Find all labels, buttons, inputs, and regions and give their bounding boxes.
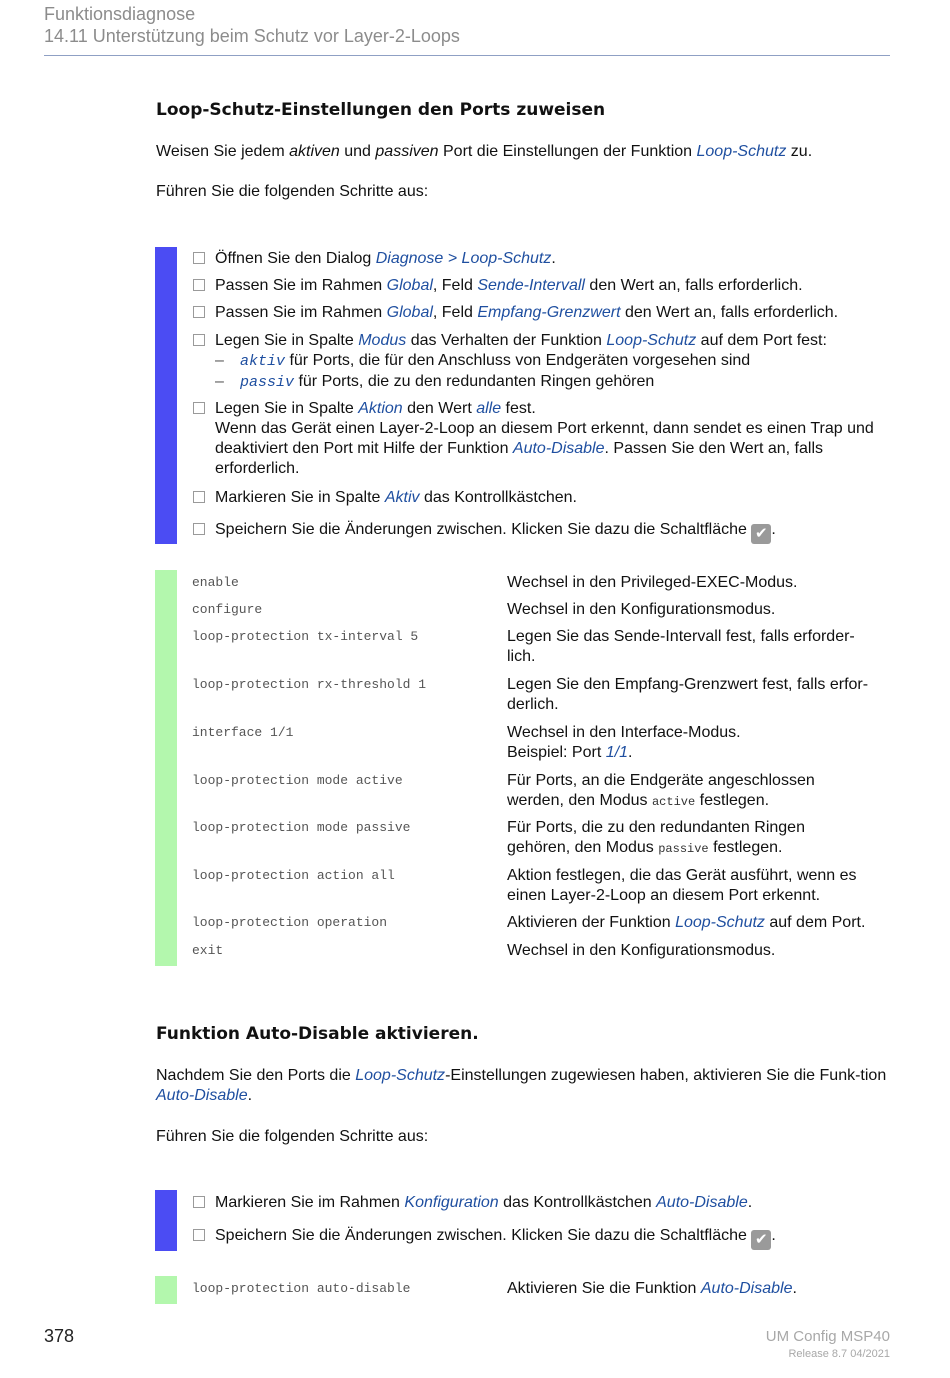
step-text: . Passen Sie den Wert an, falls erforderlich. [215, 440, 823, 477]
cli-description: Legen Sie den Empfang-Grenzwert fest, falls erfor-derlich. [507, 676, 869, 713]
value-aktiv: aktiv [240, 353, 286, 370]
step-text: auf dem Port fest: [696, 332, 827, 349]
cli-bar [155, 1276, 177, 1304]
ref-aktion: Aktion [358, 400, 403, 417]
cli-command: loop-protection tx-interval 5 [192, 629, 419, 644]
ref-loop-schutz: Loop-Schutz [675, 914, 765, 931]
cli-description [507, 913, 892, 933]
cli-description: Wechsel in den Privileged-EXEC-Modus. [507, 574, 798, 591]
intro-text: und [339, 143, 376, 160]
step-text: . [771, 521, 776, 538]
save-checkmark-icon: ✔ [751, 524, 771, 544]
ref-loop-schutz: Loop-Schutz [606, 332, 697, 349]
ref-aktiv: Aktiv [384, 489, 420, 506]
ref-global: Global [386, 304, 433, 321]
intro-text: Port die Einstellungen der Funktion [438, 143, 697, 160]
desc-text: Für Ports, an die Endgeräte angeschlossen werden, den Modus [507, 772, 815, 809]
step-text: Speichern Sie die Änderungen zwischen. Klicken Sie dazu die Schaltfläche [215, 1227, 752, 1244]
cli-command: loop-protection auto-disable [192, 1281, 411, 1296]
step-text: , Feld [432, 277, 478, 294]
cli-command: configure [192, 602, 263, 617]
desc-text: . [792, 1280, 797, 1297]
footer-doc-title: UM Config MSP40 [765, 1328, 890, 1345]
ref-loop-schutz: Loop-Schutz [355, 1067, 446, 1084]
step-item [193, 303, 893, 323]
cli-command: loop-protection action all [192, 868, 395, 883]
cli-command: loop-protection mode passive [192, 820, 411, 835]
step-text: Legen Sie in Spalte [215, 400, 359, 417]
step-text: Markieren Sie in Spalte [215, 489, 385, 506]
ref-dialog-path: Diagnose > Loop-Schutz [375, 250, 552, 267]
cli-description: Wechsel in den Konfigurationsmodus. [507, 601, 776, 618]
cli-description: Wechsel in den Konfigurationsmodus. [507, 942, 776, 959]
intro-text: zu. [786, 143, 813, 160]
cli-command: exit [192, 943, 224, 958]
step-text: , Feld [432, 304, 478, 321]
desc-text: Wechsel in den Interface-Modus. [507, 724, 741, 741]
cli-command: loop-protection operation [192, 915, 388, 930]
section-title-auto-disable: Funktion Auto-Disable aktivieren. [156, 1024, 479, 1044]
cli-command: interface 1/1 [192, 725, 294, 740]
step-item [193, 249, 893, 269]
step-text: Legen Sie in Spalte [215, 332, 359, 349]
page-number: 378 [44, 1326, 75, 1346]
sub-item-aktiv [215, 351, 893, 372]
cli-description: Aktion festlegen, die das Gerät ausführt, wenn es einen Layer-2-Loop an diesem Port erkennt. [507, 867, 857, 904]
cli-command: enable [192, 575, 239, 590]
header-section: 14.11 Unterstützung beim Schutz vor Layer-2-Loops [44, 26, 460, 46]
step-text: Speichern Sie die Änderungen zwischen. Klicken Sie dazu die Schaltfläche [215, 521, 752, 538]
ref-auto-disable: Auto-Disable [512, 440, 605, 457]
ref-sende-intervall: Sende-Intervall [477, 277, 585, 294]
ref-auto-disable: Auto-Disable [656, 1194, 748, 1211]
cli-description: Legen Sie das Sende-Intervall fest, falls erforder-lich. [507, 628, 855, 665]
intro-ref-loop-schutz: Loop-Schutz [696, 143, 787, 160]
steps-bar [155, 247, 177, 544]
code-active: active [651, 795, 696, 809]
intro-aktiven: aktiven [289, 143, 340, 160]
step-text: das Kontrollkästchen. [419, 489, 577, 506]
intro-passiven: passiven [375, 143, 439, 160]
steps-intro: Führen Sie die folgenden Schritte aus: [156, 1128, 429, 1145]
intro-paragraph [156, 142, 891, 162]
ref-empfang-grenzwert: Empfang-Grenzwert [477, 304, 621, 321]
sub-text: für Ports, die für den Anschluss von Endgeräten vorgesehen sind [285, 352, 751, 369]
desc-text: Aktivieren der Funktion [507, 914, 676, 931]
checkbox-square-icon [193, 491, 205, 503]
ref-port: 1/1 [605, 744, 628, 761]
section-title-loop-schutz: Loop-Schutz-Einstellungen den Ports zuweisen [156, 100, 606, 120]
cli-command: loop-protection rx-threshold 1 [192, 677, 427, 692]
checkbox-square-icon [193, 334, 205, 346]
step-text: den Wert an, falls erforderlich. [584, 277, 803, 294]
header-divider [44, 55, 890, 56]
cli-command: loop-protection mode active [192, 773, 403, 788]
step-item [193, 488, 893, 508]
step-text: das Verhalten der Funktion [406, 332, 607, 349]
ref-auto-disable: Auto-Disable [156, 1087, 248, 1104]
sub-text: für Ports, die zu den redundanten Ringen gehören [294, 373, 655, 390]
save-checkmark-icon: ✔ [751, 1230, 771, 1250]
step-text: Wenn das Gerät einen Layer-2-Loop an diesem Port erkennt, dann sendet es einen Trap und deaktiviert den Port mit Hilfe der Funktion [215, 420, 874, 457]
code-passive: passive [658, 842, 709, 856]
ref-alle: alle [476, 400, 502, 417]
value-passiv: passiv [240, 374, 295, 391]
intro-text: -Einstellungen zugewiesen haben, aktivieren Sie die Funk-tion [445, 1067, 887, 1084]
desc-text: Für Ports, die zu den redundanten Ringen gehören, den Modus [507, 819, 805, 856]
step-item [193, 276, 893, 296]
steps-bar [155, 1190, 177, 1251]
step-text: . [551, 250, 556, 267]
checkbox-square-icon [193, 523, 205, 535]
ref-auto-disable: Auto-Disable [700, 1280, 793, 1297]
cli-description [507, 1279, 892, 1299]
desc-text: auf dem Port. [764, 914, 866, 931]
desc-text: . [627, 744, 633, 761]
step-text: Passen Sie im Rahmen [215, 277, 387, 294]
desc-text: festlegen. [708, 839, 783, 856]
cli-bar [155, 570, 177, 966]
desc-text: Beispiel: Port [507, 744, 606, 761]
step-text: Öffnen Sie den Dialog [215, 250, 376, 267]
step-text: . [771, 1227, 776, 1244]
dash-bullet: – [215, 352, 224, 369]
step-text: den Wert an, falls erforderlich. [620, 304, 839, 321]
desc-text: festlegen. [695, 792, 770, 809]
intro-text: Weisen Sie jedem [156, 143, 290, 160]
intro-paragraph [156, 1066, 896, 1106]
ref-global: Global [386, 277, 433, 294]
ref-konfiguration: Konfiguration [404, 1194, 499, 1211]
step-text: Markieren Sie im Rahmen [215, 1194, 405, 1211]
step-text: das Kontrollkästchen [498, 1194, 657, 1211]
header-chapter: Funktionsdiagnose [44, 4, 196, 24]
cli-description [507, 818, 857, 859]
sub-item-passiv [215, 372, 893, 393]
step-item [193, 1193, 893, 1213]
cli-description [507, 723, 892, 763]
step-item [193, 1226, 893, 1250]
step-item [193, 399, 893, 479]
cli-description [507, 771, 857, 812]
step-text: den Wert [402, 400, 477, 417]
checkbox-square-icon [193, 306, 205, 318]
checkbox-square-icon [193, 1229, 205, 1241]
checkbox-square-icon [193, 1196, 205, 1208]
checkbox-square-icon [193, 402, 205, 414]
intro-text: . [247, 1087, 253, 1104]
step-text: fest. [501, 400, 536, 417]
intro-text: Nachdem Sie den Ports die [156, 1067, 356, 1084]
step-item [193, 520, 893, 544]
steps-intro: Führen Sie die folgenden Schritte aus: [156, 183, 429, 200]
checkbox-square-icon [193, 279, 205, 291]
checkbox-square-icon [193, 252, 205, 264]
step-item [193, 331, 893, 393]
footer-release: Release 8.7 04/2021 [788, 1348, 890, 1360]
ref-modus: Modus [358, 332, 407, 349]
step-text: . [747, 1194, 753, 1211]
dash-bullet: – [215, 373, 224, 390]
desc-text: Aktivieren Sie die Funktion [507, 1280, 701, 1297]
step-text: Passen Sie im Rahmen [215, 304, 387, 321]
